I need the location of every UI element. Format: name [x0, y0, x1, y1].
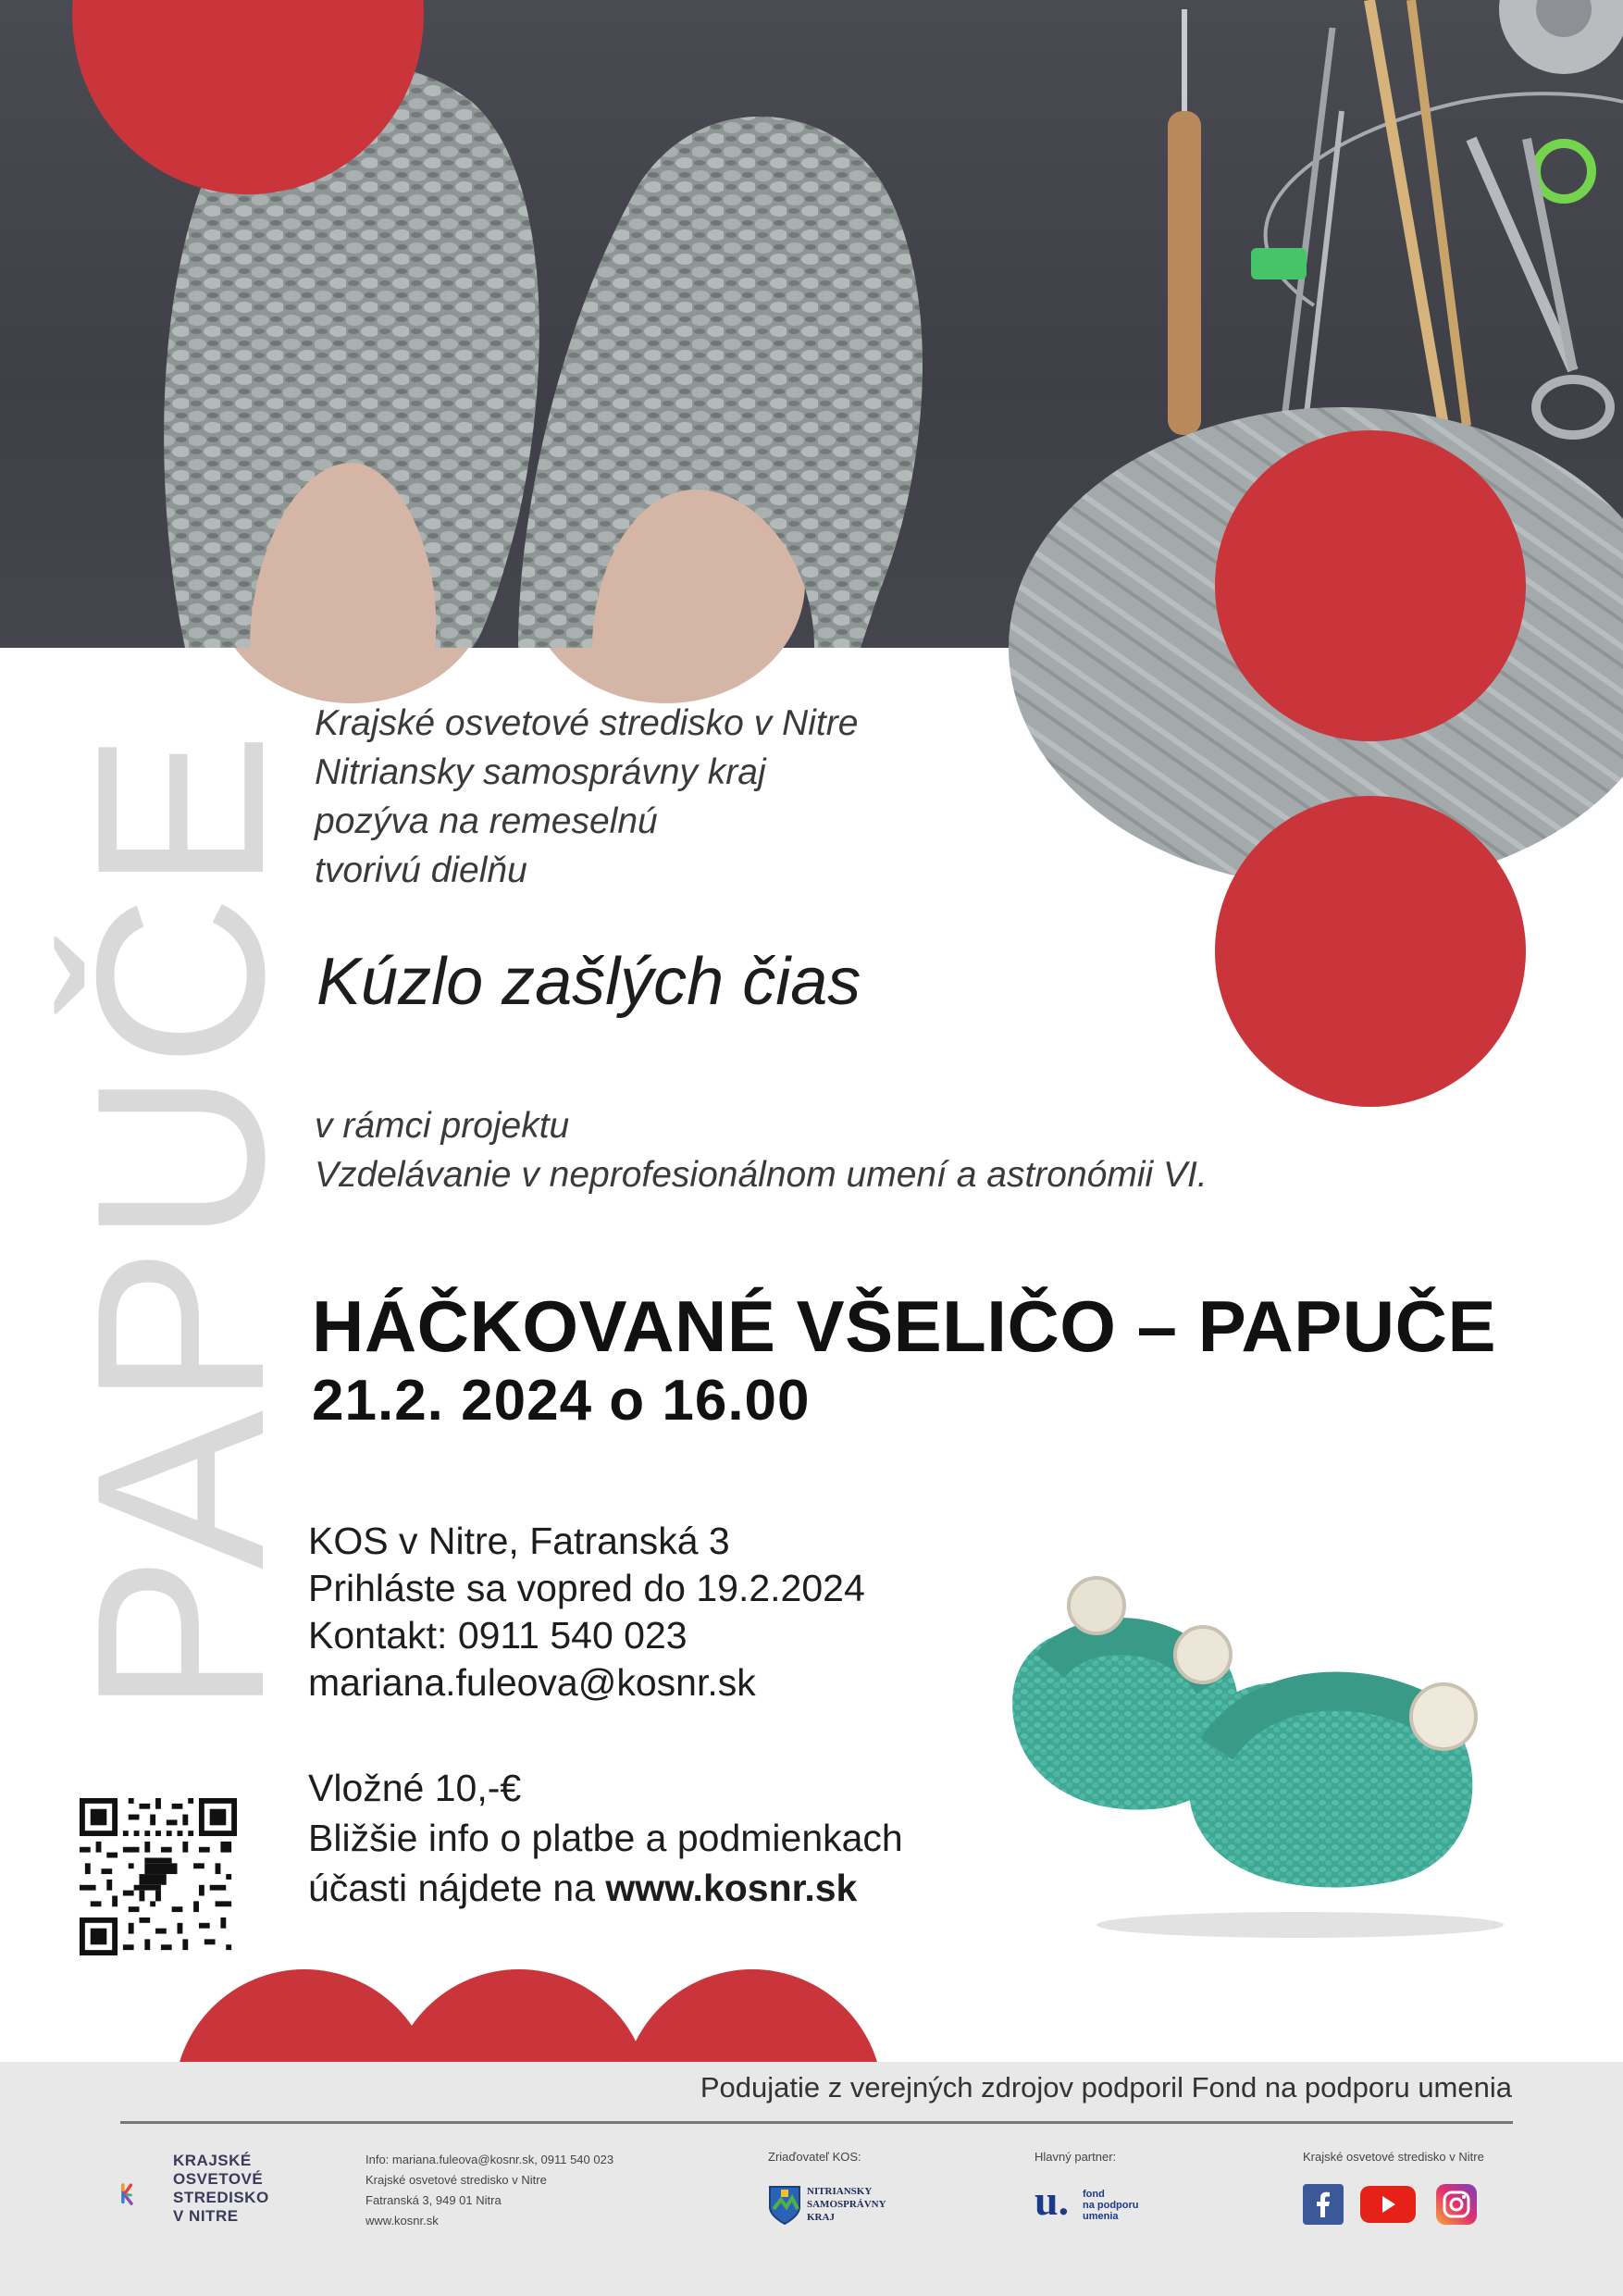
website-link[interactable]: www.kosnr.sk [605, 1867, 858, 1909]
nsk-logo-line: NITRIANSKY [807, 2186, 873, 2197]
venue: KOS v Nitre, Fatranská 3 [308, 1520, 730, 1562]
intro-line: Nitriansky samosprávny kraj [315, 752, 766, 792]
footer-divider [120, 2121, 1513, 2124]
nsk-crest-icon [768, 2185, 801, 2226]
kos-logo-line: OSVETOVÉ [173, 2170, 264, 2188]
fpu-logo-line: na podporu [1083, 2200, 1139, 2211]
organizer-intro [315, 699, 858, 895]
intro-line: tvorivú dielňu [315, 850, 527, 890]
decor-circle-right-2 [1215, 796, 1526, 1107]
kos-logo-line: STREDISKO [173, 2189, 269, 2206]
intro-line: Krajské osvetové stredisko v Nitre [315, 703, 859, 743]
event-title: HÁČKOVANÉ VŠELIČO – PAPUČE [312, 1285, 1496, 1367]
kos-logo-icon [120, 2152, 176, 2235]
nsk-logo-line: SAMOSPRÁVNY [807, 2199, 886, 2210]
decor-circle-right-1 [1215, 430, 1526, 741]
footer-website-link[interactable]: www.kosnr.sk [365, 2214, 439, 2228]
nsk-logo [768, 2179, 907, 2235]
fee-details-more [308, 1863, 903, 1913]
baby-shoes-photo [995, 1555, 1550, 1943]
founder-label: Zriaďovateľ KOS: [768, 2150, 861, 2164]
fpu-logo-line: fond [1083, 2189, 1105, 2200]
kos-logo-line: KRAJSKÉ [173, 2152, 252, 2169]
event-details [308, 1518, 865, 1706]
nsk-logo-line: KRAJ [807, 2212, 835, 2223]
footer-contact [365, 2150, 613, 2231]
fee-details-prefix: účasti nájdete na [308, 1867, 606, 1909]
footer-contact-line: Info: mariana.fuleova@kosnr.sk, 0911 540 023 [365, 2153, 614, 2166]
contact-email[interactable]: mariana.fuleova@kosnr.sk [308, 1661, 756, 1704]
intro-line: pozýva na remeselnú [315, 801, 658, 841]
kos-logo-line: V NITRE [173, 2207, 239, 2225]
fee-info [308, 1763, 903, 1913]
project-line: Vzdelávanie v neprofesionálnom umení a astronómii VI. [315, 1155, 1208, 1195]
contact-phone[interactable]: Kontakt: 0911 540 023 [308, 1614, 688, 1657]
qr-code-icon[interactable] [80, 1798, 237, 1955]
project-line: v rámci projektu [315, 1106, 570, 1146]
footer-contact-line: Krajské osvetové stredisko v Nitre [365, 2173, 547, 2187]
kos-logo-text [173, 2152, 269, 2226]
footer-contact-line: Fatranská 3, 949 01 Nitra [365, 2193, 502, 2207]
fpu-logo-line: umenia [1083, 2211, 1119, 2222]
fpu-u-icon: u. [1035, 2177, 1070, 2224]
fee-details: Bližšie info o platbe a podmienkach [308, 1817, 903, 1859]
workshop-name: Kúzlo zašlých čias [316, 945, 861, 1019]
fpu-logo [1035, 2178, 1173, 2233]
funding-notice: Podujatie z verejných zdrojov podporil Fond na podporu umenia [700, 2071, 1512, 2104]
vertical-title [46, 703, 314, 1740]
registration-deadline: Prihláste sa vopred do 19.2.2024 [308, 1567, 865, 1609]
fee-amount: Vložné 10,-€ [308, 1767, 522, 1809]
instagram-icon[interactable] [1436, 2184, 1477, 2225]
youtube-icon[interactable] [1360, 2184, 1416, 2225]
social-label: Krajské osvetové stredisko v Nitre [1303, 2150, 1484, 2164]
partner-label: Hlavný partner: [1035, 2150, 1117, 2164]
project-info [315, 1101, 1208, 1199]
facebook-icon[interactable] [1303, 2184, 1344, 2225]
event-date-time: 21.2. 2024 o 16.00 [312, 1369, 811, 1433]
vertical-title-text: PAPUČE [46, 728, 314, 1715]
